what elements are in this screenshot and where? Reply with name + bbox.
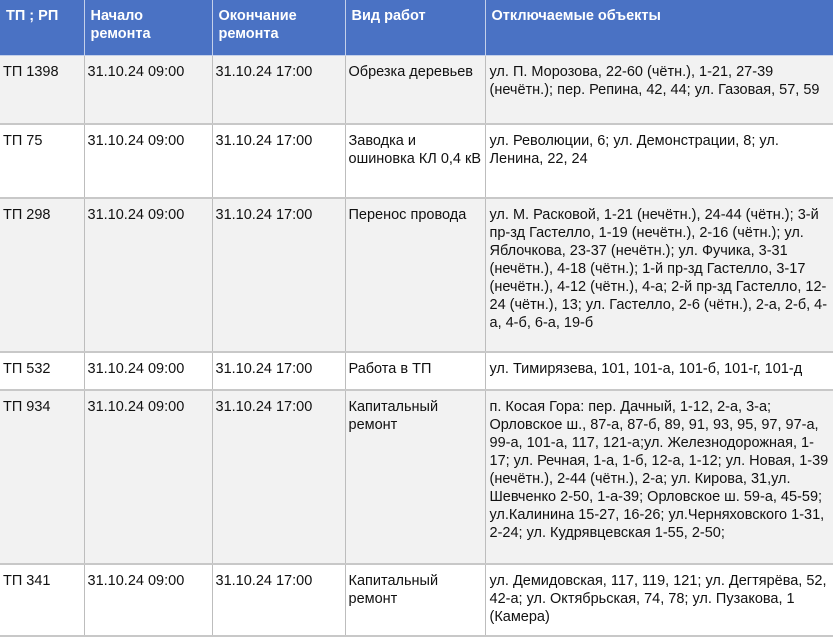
cell-work-type: Капитальный ремонт [345,390,485,564]
cell-end: 31.10.24 17:00 [212,390,345,564]
cell-work-type: Заводка и ошиновка КЛ 0,4 кВ [345,124,485,198]
cell-objects: ул. П. Морозова, 22-60 (чётн.), 1-21, 27-39 (нечётн.); пер. Репина, 42, 44; ул. Газовая, 57, 59 [485,56,833,124]
cell-start: 31.10.24 09:00 [84,564,212,636]
cell-start: 31.10.24 09:00 [84,124,212,198]
cell-tp: ТП 341 [0,564,84,636]
cell-objects: ул. М. Расковой, 1-21 (нечётн.), 24-44 (чётн.); 3-й пр-зд Гастелло, 1-19 (нечётн.), 2-16 (чётн.); ул. Яблочкова, 23-37 (нечётн.); ул. Фучика, 3-31 (нечётн.), 4-18 (чётн.); 1-й пр-зд Гастелло, 3-17 (нечётн.), 4-12 (чётн.), 4-а; 2-й пр-зд Гастелло, 12-24 (чётн.), 13; ул. Гастелло, 2-6 (чётн.), 2-а, 2-б, 4-а, 4-б, 6-а, 19-б [485,198,833,352]
header-tp: ТП ; РП [0,0,84,56]
table-body [0,56,833,636]
table-row [0,56,833,124]
cell-work-type: Капитальный ремонт [345,564,485,636]
cell-tp: ТП 298 [0,198,84,352]
table-row [0,352,833,390]
cell-work-type: Обрезка деревьев [345,56,485,124]
header-end: Окончание ремонта [212,0,345,56]
header-objects: Отключаемые объекты [485,0,833,56]
cell-objects: ул. Тимирязева, 101, 101-а, 101-б, 101-г, 101-д [485,352,833,390]
cell-tp: ТП 934 [0,390,84,564]
cell-objects: ул. Революции, 6; ул. Демонстрации, 8; ул. Ленина, 22, 24 [485,124,833,198]
cell-end: 31.10.24 17:00 [212,564,345,636]
cell-work-type: Перенос провода [345,198,485,352]
header-start: Начало ремонта [84,0,212,56]
cell-start: 31.10.24 09:00 [84,198,212,352]
cell-end: 31.10.24 17:00 [212,352,345,390]
cell-end: 31.10.24 17:00 [212,124,345,198]
cell-start: 31.10.24 09:00 [84,56,212,124]
table-row [0,390,833,564]
cell-objects: ул. Демидовская, 117, 119, 121; ул. Дегтярёва, 52, 42-а; ул. Октябрьская, 74, 78; ул. Пузакова, 1 (Камера) [485,564,833,636]
cell-objects: п. Косая Гора: пер. Дачный, 1-12, 2-а, 3-а; Орловское ш., 87-а, 87-б, 89, 91, 93, 95, 97, 97-а, 99-а, 101-а, 117, 121-а;ул. Железнодорожная, 1-17; ул. Речная, 1-а, 1-б, 12-а, 1-12; ул. Новая, 1-39 (нечётн.), 2-44 (чётн.), 2-а; ул. Кирова, 31,ул. Шевченко 2-50, 1-а-39; Орловское ш. 59-а, 45-59; ул.Калинина 15-27, 16-26; ул.Черняховского 1-31, 2-24; ул. Кудрявцевская 1-55, 2-50; [485,390,833,564]
cell-start: 31.10.24 09:00 [84,390,212,564]
header-row [0,0,833,56]
table-row [0,198,833,352]
cell-tp: ТП 75 [0,124,84,198]
table-header [0,0,833,56]
table-row [0,564,833,636]
cell-tp: ТП 1398 [0,56,84,124]
cell-end: 31.10.24 17:00 [212,198,345,352]
header-work-type: Вид работ [345,0,485,56]
cell-end: 31.10.24 17:00 [212,56,345,124]
cell-start: 31.10.24 09:00 [84,352,212,390]
cell-work-type: Работа в ТП [345,352,485,390]
table-row [0,124,833,198]
cell-tp: ТП 532 [0,352,84,390]
